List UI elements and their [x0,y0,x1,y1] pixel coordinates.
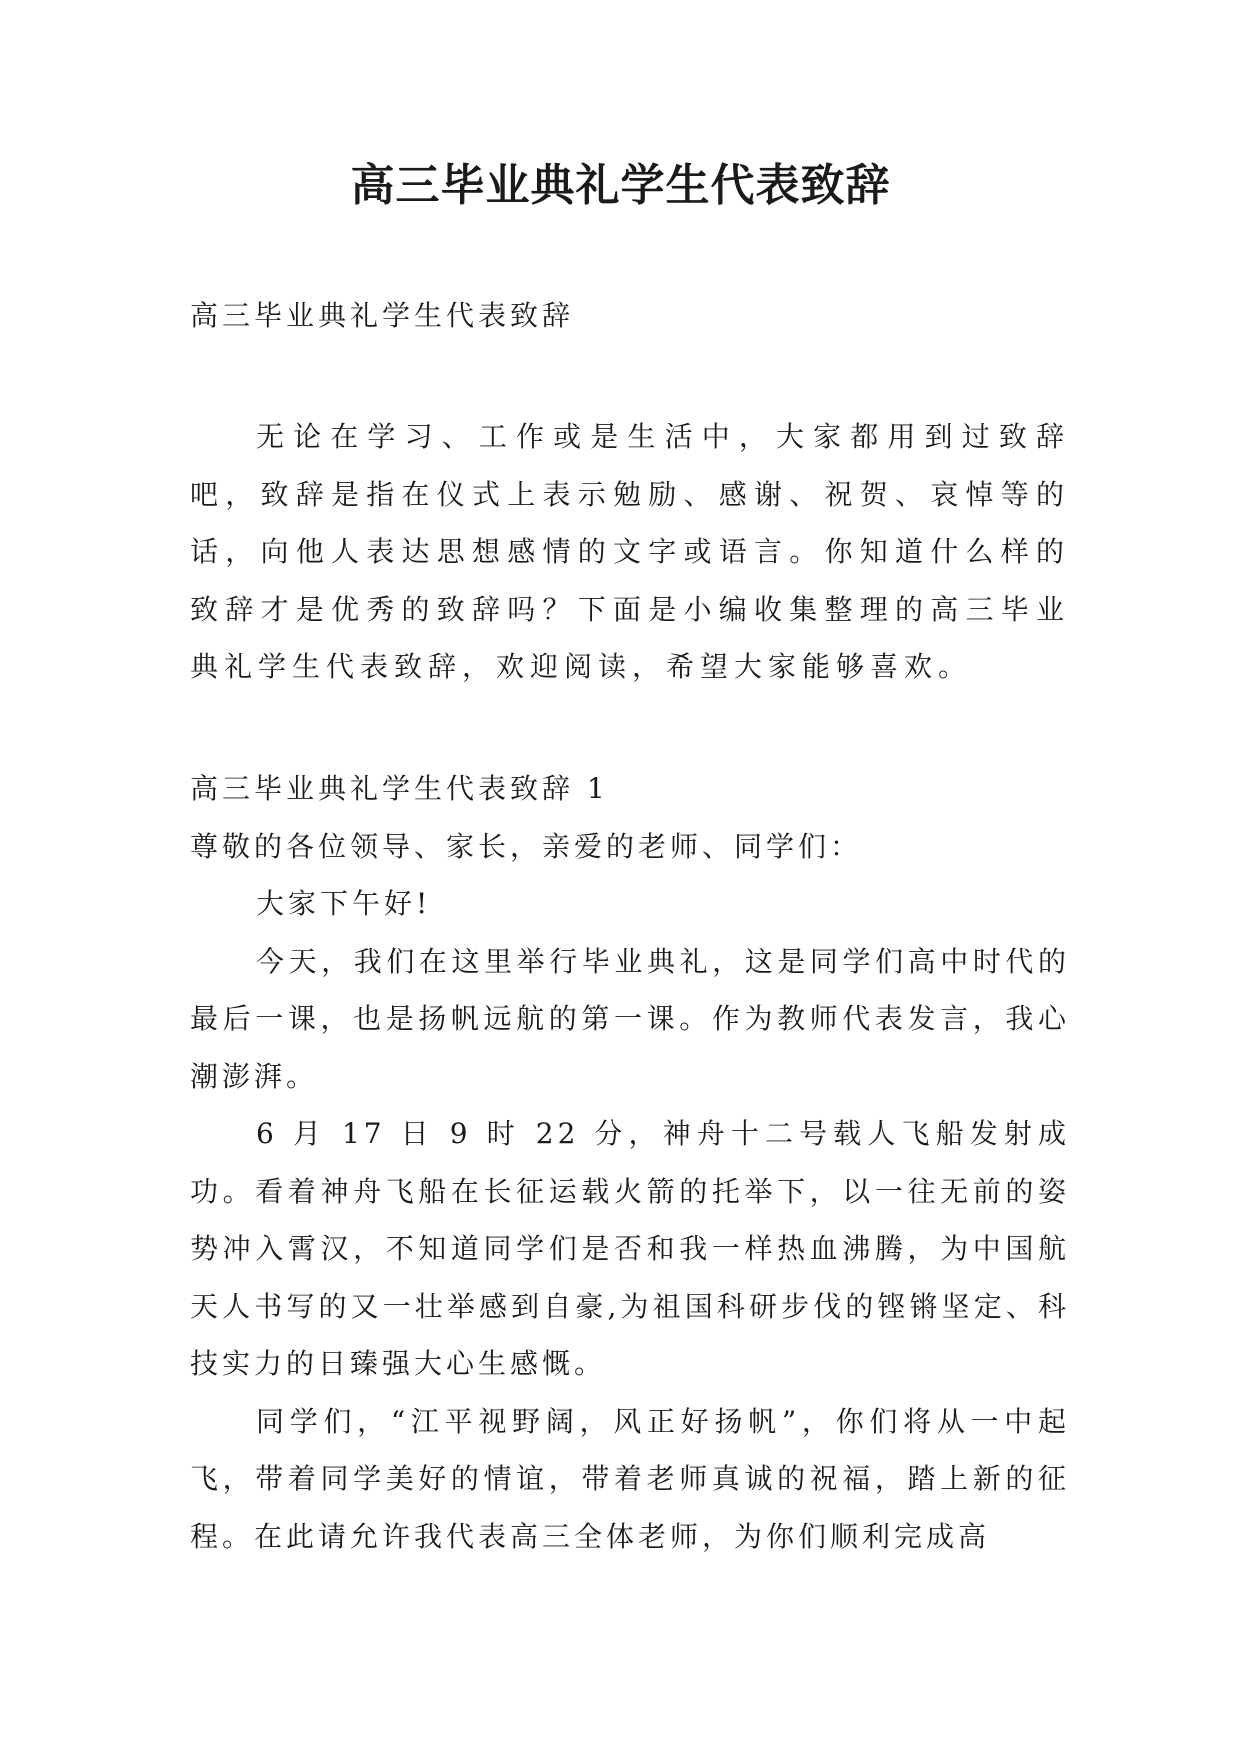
document-title: 高三毕业典礼学生代表致辞 [350,160,891,211]
salutation: 尊敬的各位领导、家长，亲爱的老师、同学们： [190,829,863,863]
body-paragraph: 同学们，“江平视野阔，风正好扬帆”，你们将从一中起飞，带着同学美好的情谊，带着老师真诚的祝福，踏上新的征程。在此请允许我代表高三全体老师，为你们顺利完成高 [190,1404,1070,1553]
document-subtitle: 高三毕业典礼学生代表致辞 [190,299,575,332]
section-heading: 高三毕业典礼学生代表致辞 1 [190,772,609,805]
speech-body [190,760,1070,1565]
body-paragraph: 今天，我们在这里举行毕业典礼，这是同学们高中时代的最后一课，也是扬帆远航的第一课。作为教师代表发言，我心潮澎湃。 [190,944,1070,1093]
intro-paragraph: 无论在学习、工作或是生活中，大家都用到过致辞吧，致辞是指在仪式上表示勉励、感谢、祝贺、哀悼等的话，向他人表达思想感情的文字或语言。你知道什么样的致辞才是优秀的致辞吗？下面是小编收集整理的高三毕业典礼学生代表致辞，欢迎阅读，希望大家能够喜欢。 [190,420,1070,683]
body-paragraph: 6 月 17 日 9 时 22 分，神舟十二号载人飞船发射成功。看着神舟飞船在长征运载火箭的托举下，以一往无前的姿势冲入霄汉，不知道同学们是否和我一样热血沸腾，为中国航天人书写的又一壮举感到自豪,为祖国科研步伐的铿锵坚定、科技实力的日臻强大心生感慨。 [190,1117,1070,1380]
greeting: 大家下午好! [256,887,432,920]
